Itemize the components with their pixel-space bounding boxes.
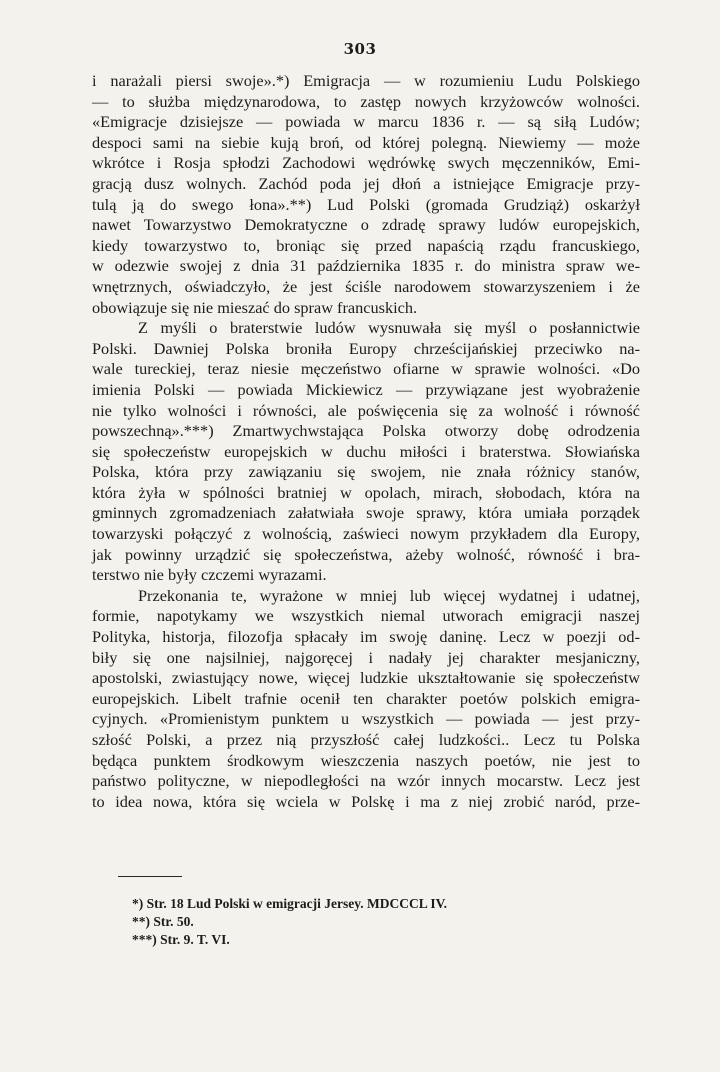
text-line: cyjnych. «Promienistym punktem u wszystkich — powiada — jest przy- xyxy=(92,709,640,729)
text-line: Przekonania te, wyrażone w mniej lub więcej wydatnej i udatnej, xyxy=(138,585,640,605)
text-line: to idea nowa, która się wciela w Polskę i ma z niej zrobić naród, prze- xyxy=(92,791,640,811)
text-line: — to służba międzynarodowa, to zastęp nowych krzyżowców wolności. xyxy=(92,91,640,111)
footnote: *) Str. 18 Lud Polski w emigracji Jersey. MDCCCL IV. xyxy=(132,896,447,911)
text-line: Polski. Dawniej Polska broniła Europy chrześcijańskiej przeciwko na- xyxy=(92,338,640,358)
text-line: która żyła w spólności bratniej w opolach, mirach, słobodach, która na xyxy=(92,482,640,502)
footnote-divider xyxy=(118,876,182,877)
text-line: europejskich. Libelt trafnie ocenił ten charakter poetów polskich emigra- xyxy=(92,688,640,708)
page-number: 303 xyxy=(343,40,377,58)
text-line: gminnych zgromadzeniach załatwiała swoje sprawy, która umiała porządek xyxy=(92,503,640,523)
text-line: wnętrznych, oświadczyło, że jest ściśle narodowem stowarzyszeniem i że xyxy=(92,276,640,296)
text-line: wale tureckiej, teraz niesie męczeństwo ofiarne w sprawie wolności. «Do xyxy=(92,359,640,379)
text-line: obowiązuje się nie mieszać do spraw francuskich. xyxy=(92,297,418,317)
text-line: się społeczeństw europejskich w duchu miłości i braterstwa. Słowiańska xyxy=(92,441,640,461)
body-text xyxy=(92,71,640,812)
text-line: będąca punktem środkowym wieszczenia naszych poetów, nie jest to xyxy=(92,750,640,770)
text-line: tulą ją do swego łona».**) Lud Polski (gromada Grudziąż) oskarżył xyxy=(92,194,640,214)
text-line: Z myśli o braterstwie ludów wysnuwała się myśl o posłannictwie xyxy=(138,318,640,338)
footnote: ***) Str. 9. T. VI. xyxy=(132,932,230,947)
text-line: gracją dusz wolnych. Zachód poda jej dłoń a istniejące Emigracje przy- xyxy=(92,173,640,193)
text-line: despoci sami na siebie kują broń, od której polegną. Niewiemy — może xyxy=(92,132,640,152)
text-line: biły się one najsilniej, najgoręcej i nadały jej charakter mesjaniczny, xyxy=(92,647,640,667)
text-line: państwo polityczne, w niepodległości na wzór innych mocarstw. Lecz jest xyxy=(92,771,640,791)
text-line: nie tylko wolności i równości, ale poświęcenia się za wolność i równość xyxy=(92,400,640,420)
text-line: szłość Polski, a przez nią przyszłość całej ludzkości.. Lecz tu Polska xyxy=(92,730,640,749)
text-line: i narażali piersi swoje».*) Emigracja — w rozumieniu Ludu Polskiego xyxy=(92,71,640,90)
text-line: «Emigracje dzisiejsze — powiada w marcu 1836 r. — są siłą Ludów; xyxy=(92,112,640,132)
text-line: terstwo nie były czczemi wyrazami. xyxy=(92,565,327,585)
text-line: formie, napotykamy we wszystkich niemal utworach emigracji naszej xyxy=(92,606,640,626)
text-line: imienia Polski — powiada Mickiewicz — przywiązane jest wyobrażenie xyxy=(92,379,640,399)
text-line: apostolski, zwiastujący nowe, więcej ludzkie ukształtowanie się społeczeństw xyxy=(92,668,640,688)
text-line: kiedy towarzystwo to, broniąc się przed napaścią rządu francuskiego, xyxy=(92,235,640,255)
text-line: jak powinny urządzić się społeczeństwa, ażeby wolność, równość i bra- xyxy=(92,544,640,564)
text-line: powszechną».***) Zmartwychwstająca Polska otworzy dobę odrodzenia xyxy=(92,421,640,441)
footnote: **) Str. 50. xyxy=(132,914,194,929)
text-line: Polityka, historja, filozofja spłacały im swoję daninę. Lecz w poezji od- xyxy=(92,627,640,647)
text-line: Polska, która przy zawiązaniu się swojem, nie znała różnicy stanów, xyxy=(92,462,640,482)
text-line: nawet Towarzystwo Demokratyczne o zdradę sprawy ludów europejskich, xyxy=(92,215,640,235)
footnotes xyxy=(132,895,447,949)
text-line: w odezwie swojej z dnia 31 października 1835 r. do ministra spraw we- xyxy=(92,256,640,276)
text-line: wkrótce i Rosja spłodzi Zachodowi wędrówkę swych męczenników, Emi- xyxy=(92,153,640,173)
text-line: towarzyski połączyć z wolnością, zaświeci nowym przykładem dla Europy, xyxy=(92,524,640,544)
